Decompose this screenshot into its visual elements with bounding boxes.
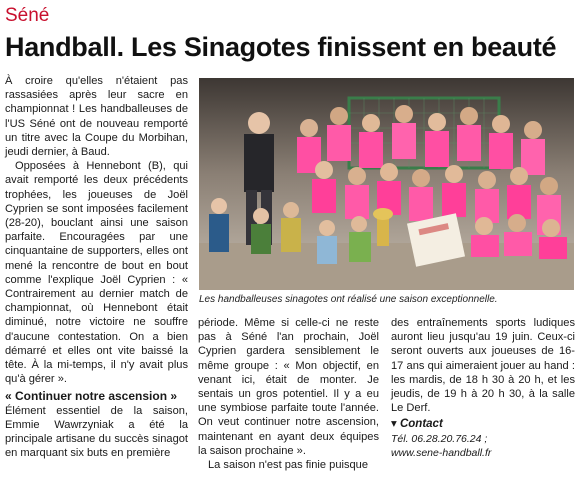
section-label: Séné	[5, 5, 50, 26]
photo-caption: Les handballeuses sinagotes ont réalisé une saison exceptionnelle.	[199, 294, 498, 305]
column-3	[391, 316, 575, 460]
contact-website: www.sene-handball.fr	[391, 446, 492, 459]
paragraph-4: période. Même si celle-ci ne reste pas à Séné l'an prochain, Joël Cyprien gardera sensiblement le même groupe : « Mon objectif, en venant ici, était de monter. Je sentais un gros potentiel. Il y a eu une symbiose parfaite toute l'année. On veut continuer notre ascension, maintenant en ayant deux équipes la saison prochaine ».	[198, 317, 379, 457]
team-photo	[199, 78, 574, 290]
paragraph-6: des entraînements sports ludiques auront lieu jusqu'au 19 juin. Ceux-ci seront ouverts aux joueuses de 16-17 ans qui aimeraient jouer au hand : les mardis, de 18 h 30 à 20 h, et les jeudis, de 19 h à 20 h 30, à la salle Le Derf.	[391, 317, 575, 415]
contact-phone: Tél. 06.28.20.76.24 ;	[391, 432, 488, 445]
column-2	[198, 316, 379, 472]
subheading: « Continuer notre ascension »	[5, 389, 178, 404]
paragraph-5: La saison n'est pas finie puisque	[208, 459, 369, 472]
headline: Handball. Les Sinagotes finissent en beauté	[5, 32, 557, 62]
column-1	[5, 74, 188, 460]
contact-heading: ▾ Contact	[391, 418, 443, 431]
paragraph-2: Opposées à Hennebont (B), qui avait remporté les deux précédents trophées, les joueuses de Joël Cyprien se sont imposées facilement (28-20), bouclant ainsi une saison parfaite. Encouragées par une cinquantaine de supporters, elles ont mené la rencontre de bout en bout comme l'explique Joël Cyprien : « Contrairement au dernier match de championnat, où Hennebont était diminué, notre victoire ne souffre d'aucune contestation. On a bien démarré et elles ont vite baissé la tête. À la mi-temps, il n'y avait plus qu'à gérer ».	[5, 160, 188, 386]
paragraph-3: Élément essentiel de la saison, Emmie Wawrzyniak a été la principale artisane du succès sinagot en marquant six buts en première	[5, 404, 188, 460]
paragraph-1: À croire qu'elles n'étaient pas rassasiées après leur sacre en championnat ! Les handballeuses de l'US Séné ont de nouveau remporté un titre avec la Coupe du Morbihan, jeudi dernier, à Baud.	[5, 75, 188, 159]
team-photo-illustration	[199, 78, 574, 290]
